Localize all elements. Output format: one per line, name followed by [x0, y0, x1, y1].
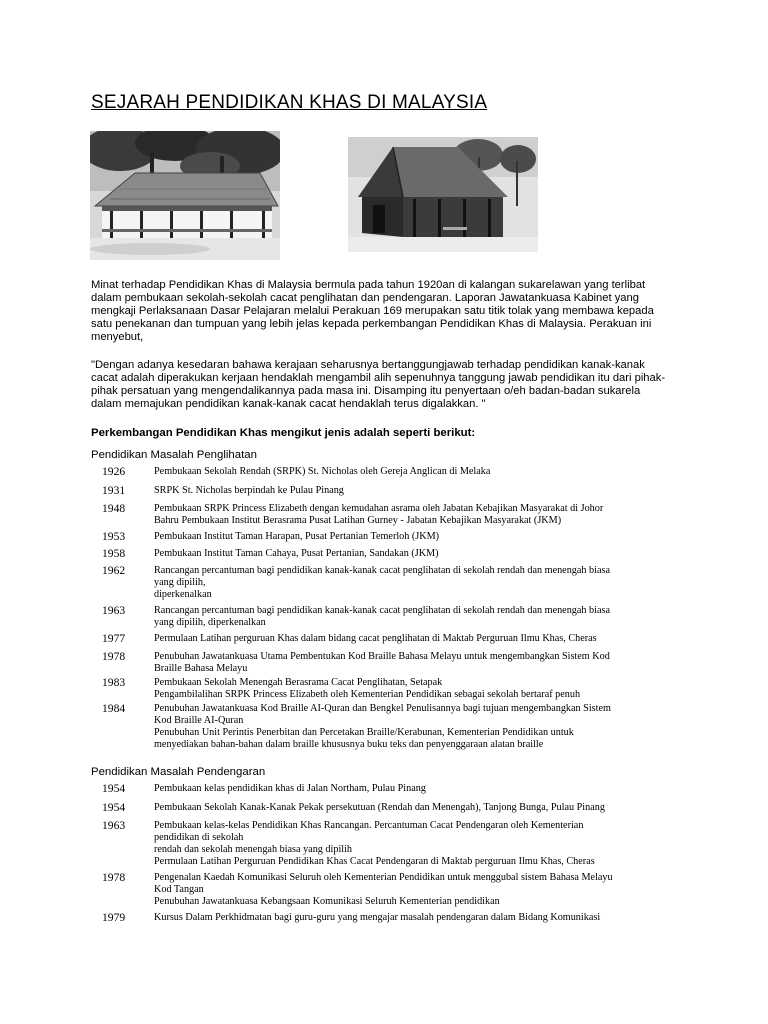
timeline-year: 1963: [102, 604, 126, 617]
quote-paragraph: [91, 359, 691, 411]
timeline-description: [154, 466, 674, 478]
timeline-description: [154, 703, 674, 751]
timeline-year: 1953: [102, 530, 126, 543]
intro-line: dalam pembukaan sekolah-sekolah cacat penglihatan dan pendengaran. Laporan Jawatankuasa Kabinet yang: [91, 292, 639, 304]
timeline-description-line: Pembukaan Sekolah Menengah Berasrama Cacat Penglihatan, Setapak: [154, 677, 443, 688]
timeline-description-line: Kursus Dalam Perkhidmatan bagi guru-guru yang mengajar masalah pendengaran dalam Bidang Komunikasi: [154, 912, 601, 923]
hut-photo: [348, 137, 538, 252]
timeline-year: 1958: [102, 547, 126, 560]
timeline-description-line: Pembukaan Institut Taman Cahaya, Pusat Pertanian, Sandakan (JKM): [154, 548, 439, 559]
timeline-description-line: yang dipilih, diperkenalkan: [154, 617, 266, 628]
timeline-description-line: Penubuhan Unit Perintis Penerbitan dan Percetakan Braille/Kerabunan, Kementerian Pendidikan untuk: [154, 727, 574, 738]
timeline-year: 1962: [102, 564, 126, 577]
timeline-description-line: SRPK St. Nicholas berpindah ke Pulau Pinang: [154, 485, 344, 496]
timeline-description-line: Pembukaan kelas-kelas Pendidikan Khas Rancangan. Percantuman Cacat Pendengaran oleh Kementerian: [154, 820, 584, 831]
timeline-description-line: Kod Braille AI-Quran: [154, 715, 244, 726]
timeline-description-line: diperkenalkan: [154, 589, 212, 600]
timeline-year: 1926: [102, 465, 126, 478]
timeline-year: 1977: [102, 632, 126, 645]
timeline-description: [154, 802, 674, 814]
thatched-building-photo: [90, 131, 280, 260]
timeline-description: [154, 605, 674, 629]
timeline-description-line: Rancangan percantuman bagi pendidikan kanak-kanak cacat penglihatan di sekolah rendah dan menengah biasa: [154, 565, 610, 576]
timeline-description-line: Pembukaan Institut Taman Harapan, Pusat Pertanian Temerloh (JKM): [154, 531, 440, 542]
intro-line: menyebut,: [91, 331, 144, 343]
timeline-description-line: rendah dan sekolah menengah biasa yang dipilih: [154, 844, 353, 855]
quote-line: cacat adalah diperakukan kerjaan hendaklah mengambil alih sepenuhnya tanggung jawab pendidikan itu dari pihak-: [91, 372, 666, 384]
timeline-year: 1983: [102, 676, 126, 689]
timeline-description: [154, 677, 674, 701]
timeline-year: 1978: [102, 650, 126, 663]
timeline-year: 1954: [102, 801, 126, 814]
timeline-description-line: Kod Tangan: [154, 884, 204, 895]
timeline-description: [154, 633, 674, 645]
page-title: SEJARAH PENDIDIKAN KHAS DI MALAYSIA: [91, 92, 488, 113]
timeline-year: 1984: [102, 702, 126, 715]
timeline-description: [154, 485, 674, 497]
timeline-description-line: Pembukaan Sekolah Kanak-Kanak Pekak persekutuan (Rendah dan Menengah), Tanjong Bunga, Pulau Pinang: [154, 802, 605, 813]
timeline-description: [154, 565, 674, 601]
timeline-description-line: Pengambilalihan SRPK Princess Elizabeth oleh Kementerian Pendidikan sebagai sekolah bertaraf penuh: [154, 689, 581, 700]
timeline-description-line: menyediakan bahan-bahan dalam braille khususnya buku teks dan penyenggaraan alatan braille: [154, 739, 544, 750]
intro-line: Minat terhadap Pendidikan Khas di Malaysia bermula pada tahun 1920an di kalangan sukarelawan yang terlibat: [91, 279, 646, 291]
timeline-description: [154, 531, 674, 543]
quote-line: dalam memajukan pendidikan kanak-kanak cacat hendaklah terus digalakkan. ": [91, 398, 486, 410]
timeline-description-line: Penubuhan Jawatankuasa Utama Pembentukan Kod Braille Bahasa Melayu untuk mengembangkan Sistem Kod: [154, 651, 610, 662]
timeline-year: 1948: [102, 502, 126, 515]
timeline-description-line: Pengenalan Kaedah Komunikasi Seluruh oleh Kementerian Pendidikan untuk menggubal sistem Bahasa Melayu: [154, 872, 613, 883]
timeline-description-line: Rancangan percantuman bagi pendidikan kanak-kanak cacat penglihatan di sekolah rendah dan menengah biasa: [154, 605, 610, 616]
timeline-description-line: yang dipilih,: [154, 577, 206, 588]
timeline-description: [154, 651, 674, 675]
timeline-description: [154, 820, 674, 868]
timeline-description-line: Pembukaan kelas pendidikan khas di Jalan Northam, Pulau Pinang: [154, 783, 426, 794]
hearing-section-title: Pendidikan Masalah Pendengaran: [91, 766, 266, 778]
timeline-description-line: Penubuhan Jawatankuasa Kebangsaan Komunikasi Seluruh Kementerian pendidikan: [154, 896, 500, 907]
timeline-year: 1954: [102, 782, 126, 795]
intro-line: satu penekanan dan tumpuan yang lebih jelas kepada perkembangan Pendidikan Khas di Malaysia. Perakuan ini: [91, 318, 652, 330]
intro-paragraph: [91, 279, 691, 344]
vision-section-title: Pendidikan Masalah Penglihatan: [91, 449, 257, 461]
quote-line: "Dengan adanya kesedaran bahawa kerajaan seharusnya bertanggungjawab terhadap pendidikan kanak-kanak: [91, 359, 645, 371]
timeline-description-line: Pembukaan Sekolah Rendah (SRPK) St. Nicholas oleh Gereja Anglican di Melaka: [154, 466, 491, 477]
timeline-year: 1931: [102, 484, 126, 497]
timeline-description: [154, 872, 674, 908]
timeline-description-line: Braille Bahasa Melayu: [154, 663, 248, 674]
timeline-description-line: Permulaan Latihan perguruan Khas dalam bidang cacat penglihatan di Maktab Perguruan Ilmu Khas, Cheras: [154, 633, 597, 644]
quote-line: pihak persatuan yang mengendalikannya pada masa ini. Disamping itu penyertaan o/eh badan-badan sukarela: [91, 385, 641, 397]
timeline-description: [154, 503, 674, 527]
timeline-description-line: pendidikan di sekolah: [154, 832, 244, 843]
timeline-description-line: Penubuhan Jawatankuasa Kod Braille AI-Quran dan Bengkel Penulisannya bagi tujuan mengembangkan Sistem: [154, 703, 611, 714]
timeline-description-line: Permulaan Latihan Perguruan Pendidikan Khas Cacat Pendengaran di Maktab perguruan Ilmu Khas, Cheras: [154, 856, 595, 867]
timeline-description: [154, 912, 674, 924]
timeline-year: 1979: [102, 911, 126, 924]
timeline-year: 1963: [102, 819, 126, 832]
timeline-description: [154, 548, 674, 560]
timeline-description: [154, 783, 674, 795]
timeline-year: 1978: [102, 871, 126, 884]
timeline-description-line: Bahru Pembukaan Institut Berasrama Pusat Latihan Gurney - Jabatan Kebajikan Masyarakat (JKM): [154, 515, 562, 526]
intro-line: mengkaji Perlaksanaan Dasar Pelajaran melalui Perakuan 169 merupakan satu titik tolak yang membawa kepada: [91, 305, 654, 317]
section-heading: Perkembangan Pendidikan Khas mengikut jenis adalah seperti berikut:: [91, 427, 476, 439]
timeline-description-line: Pembukaan SRPK Princess Elizabeth dengan kemudahan asrama oleh Jabatan Kebajikan Masyarakat di Johor: [154, 503, 604, 514]
